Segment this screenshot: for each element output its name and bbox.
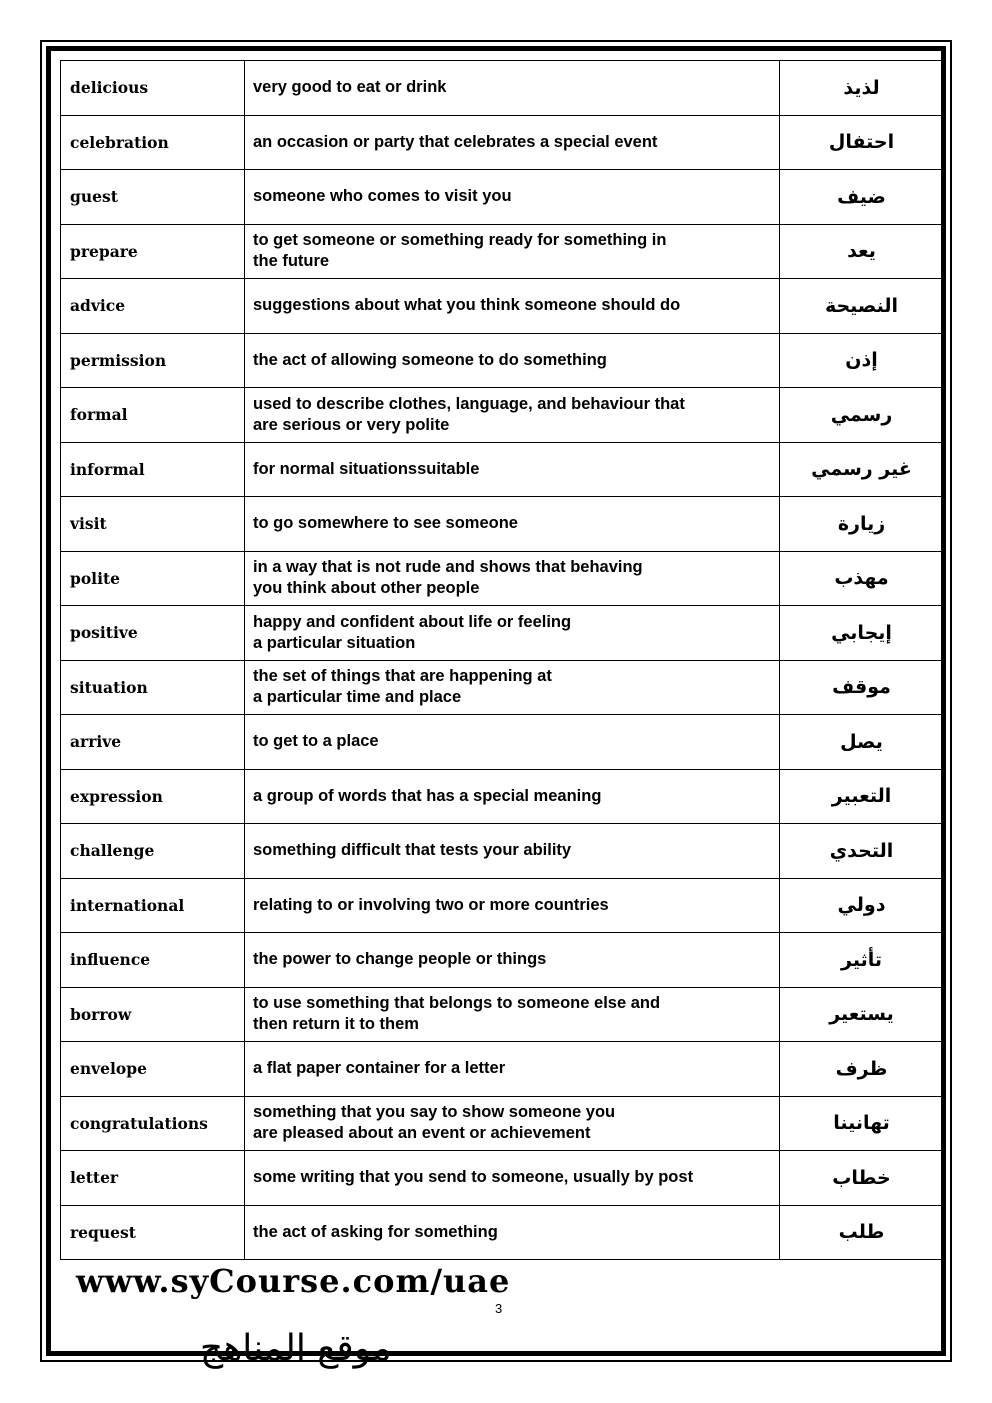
vocab-arabic-translation: غير رسمي: [780, 442, 944, 497]
vocabulary-table: [60, 60, 944, 1260]
vocab-definition: for normal situationssuitable: [245, 442, 780, 497]
vocab-definition: suggestions about what you think someone should do: [245, 279, 780, 334]
vocab-definition: the set of things that are happening at a particular time and place: [245, 660, 780, 715]
vocab-definition: the power to change people or things: [245, 933, 780, 988]
vocab-definition: to use something that belongs to someone else and then return it to them: [245, 987, 780, 1042]
table-row: [61, 1205, 944, 1260]
vocab-definition: happy and confident about life or feeling a particular situation: [245, 606, 780, 661]
vocab-definition: relating to or involving two or more countries: [245, 878, 780, 933]
vocab-word: prepare: [61, 224, 245, 279]
vocab-definition: someone who comes to visit you: [245, 170, 780, 225]
vocab-definition: the act of asking for something: [245, 1205, 780, 1260]
table-row: [61, 660, 944, 715]
table-row: [61, 933, 944, 988]
table-row: [61, 1096, 944, 1151]
vocab-word: visit: [61, 497, 245, 552]
table-row: [61, 333, 944, 388]
table-row: [61, 170, 944, 225]
vocab-word: positive: [61, 606, 245, 661]
vocab-word: advice: [61, 279, 245, 334]
vocab-word: guest: [61, 170, 245, 225]
vocab-arabic-translation: التعبير: [780, 769, 944, 824]
vocab-definition: in a way that is not rude and shows that behaving you think about other people: [245, 551, 780, 606]
vocab-arabic-translation: خطاب: [780, 1151, 944, 1206]
vocab-arabic-translation: إذن: [780, 333, 944, 388]
table-row: [61, 715, 944, 770]
vocab-arabic-translation: يعد: [780, 224, 944, 279]
vocab-arabic-translation: مهذب: [780, 551, 944, 606]
vocab-word: envelope: [61, 1042, 245, 1097]
vocab-word: international: [61, 878, 245, 933]
vocab-definition: something that you say to show someone you are pleased about an event or achievement: [245, 1096, 780, 1151]
table-row: [61, 769, 944, 824]
vocab-word: arrive: [61, 715, 245, 770]
vocab-arabic-translation: احتفال: [780, 115, 944, 170]
vocab-arabic-translation: موقف: [780, 660, 944, 715]
vocab-word: delicious: [61, 61, 245, 116]
table-row: [61, 987, 944, 1042]
table-row: [61, 115, 944, 170]
vocab-definition: very good to eat or drink: [245, 61, 780, 116]
table-row: [61, 878, 944, 933]
vocab-definition: something difficult that tests your ability: [245, 824, 780, 879]
vocab-arabic-translation: تأثير: [780, 933, 944, 988]
vocab-definition: to get someone or something ready for something in the future: [245, 224, 780, 279]
table-row: [61, 442, 944, 497]
table-row: [61, 224, 944, 279]
vocab-arabic-translation: ضيف: [780, 170, 944, 225]
vocab-definition: used to describe clothes, language, and behaviour that are serious or very polite: [245, 388, 780, 443]
vocab-word: polite: [61, 551, 245, 606]
watermark-url: www.syCourse.com/uae: [76, 1262, 511, 1300]
vocab-word: congratulations: [61, 1096, 245, 1151]
table-row: [61, 497, 944, 552]
vocab-arabic-translation: رسمي: [780, 388, 944, 443]
vocab-arabic-translation: يستعير: [780, 987, 944, 1042]
vocab-definition: a group of words that has a special meaning: [245, 769, 780, 824]
table-row: [61, 1151, 944, 1206]
table-row: [61, 551, 944, 606]
vocab-word: letter: [61, 1151, 245, 1206]
table-row: [61, 279, 944, 334]
vocab-word: informal: [61, 442, 245, 497]
table-row: [61, 824, 944, 879]
vocab-definition: the act of allowing someone to do something: [245, 333, 780, 388]
vocab-definition: to get to a place: [245, 715, 780, 770]
vocab-word: situation: [61, 660, 245, 715]
vocab-arabic-translation: إيجابي: [780, 606, 944, 661]
vocab-arabic-translation: زيارة: [780, 497, 944, 552]
vocabulary-table-body: [61, 61, 944, 1260]
table-row: [61, 61, 944, 116]
table-row: [61, 388, 944, 443]
vocab-word: borrow: [61, 987, 245, 1042]
vocab-definition: some writing that you send to someone, usually by post: [245, 1151, 780, 1206]
table-row: [61, 1042, 944, 1097]
vocab-arabic-translation: يصل: [780, 715, 944, 770]
vocab-word: challenge: [61, 824, 245, 879]
vocab-arabic-translation: لذيذ: [780, 61, 944, 116]
vocab-arabic-translation: طلب: [780, 1205, 944, 1260]
vocab-arabic-translation: النصيحة: [780, 279, 944, 334]
vocab-word: request: [61, 1205, 245, 1260]
table-row: [61, 606, 944, 661]
page-number: 3: [495, 1301, 503, 1316]
vocab-arabic-translation: ظرف: [780, 1042, 944, 1097]
vocab-arabic-translation: دولي: [780, 878, 944, 933]
vocab-word: influence: [61, 933, 245, 988]
vocab-word: formal: [61, 388, 245, 443]
vocab-arabic-translation: التحدي: [780, 824, 944, 879]
vocab-word: expression: [61, 769, 245, 824]
vocab-word: permission: [61, 333, 245, 388]
vocab-arabic-translation: تهانينا: [780, 1096, 944, 1151]
watermark-site-name: موقع المناهج: [200, 1328, 392, 1369]
vocab-definition: to go somewhere to see someone: [245, 497, 780, 552]
vocab-definition: a flat paper container for a letter: [245, 1042, 780, 1097]
vocab-word: celebration: [61, 115, 245, 170]
vocab-definition: an occasion or party that celebrates a special event: [245, 115, 780, 170]
